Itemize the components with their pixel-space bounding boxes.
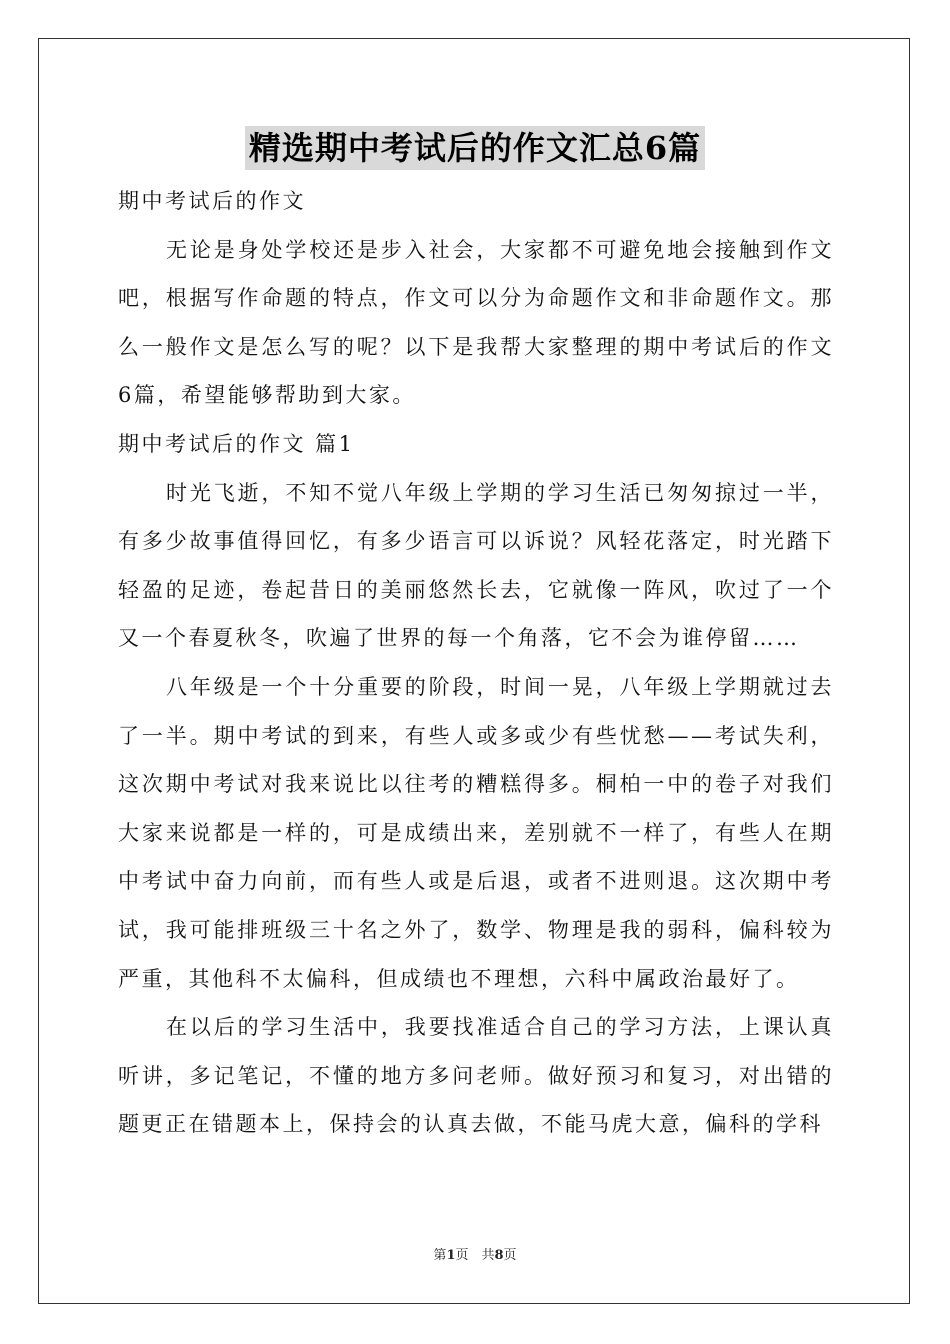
intro-paragraph: 无论是身处学校还是步入社会，大家都不可避免地会接触到作文吧，根据写作命题的特点，作文可以分为命题作文和非命题作文。那么一般作文是怎么写的呢？以下是我帮大家整理的期中考试后的作文6篇，希望能够帮助到大家。 (118, 237, 834, 408)
footer-page-prefix: 第 (433, 1248, 447, 1263)
footer-page-current: 1 (446, 1248, 456, 1263)
footer-page-total: 8 (494, 1248, 504, 1263)
document-body (118, 177, 834, 1149)
section-heading: 期中考试后的作文 (118, 189, 306, 213)
page-footer (0, 1248, 950, 1264)
document-title (0, 126, 950, 170)
body-paragraph: 在以后的学习生活中，我要找准适合自己的学习方法，上课认真听讲，多记笔记，不懂的地方多问老师。做好预习和复习，对出错的题更正在错题本上，保持会的认真去做，不能马虎大意，偏科的学科 (118, 1015, 834, 1137)
footer-page-mid: 页 共 (455, 1248, 495, 1263)
document-title-text: 精选期中考试后的作文汇总6篇 (245, 126, 705, 170)
essay-heading: 期中考试后的作文 篇1 (118, 431, 355, 456)
body-paragraph: 八年级是一个十分重要的阶段，时间一晃，八年级上学期就过去了一半。期中考试的到来，有些人或多或少有些忧愁——考试失利，这次期中考试对我来说比以往考的糟糕得多。桐柏一中的卷子对我们大家来说都是一样的，可是成绩出来，差别就不一样了，有些人在期中考试中奋力向前，而有些人或是后退，或者不进则退。这次期中考试，我可能排班级三十名之外了，数学、物理是我的弱科，偏科较为严重，其他科不太偏科，但成绩也不理想，六科中属政治最好了。 (118, 674, 834, 991)
footer-page-suffix: 页 (503, 1248, 517, 1263)
body-paragraph: 时光飞逝，不知不觉八年级上学期的学习生活已匆匆掠过一半，有多少故事值得回忆，有多少语言可以诉说？风轻花落定，时光踏下轻盈的足迹，卷起昔日的美丽悠然长去，它就像一阵风，吹过了一个又一个春夏秋冬，吹遍了世界的每一个角落，它不会为谁停留…… (118, 480, 834, 651)
